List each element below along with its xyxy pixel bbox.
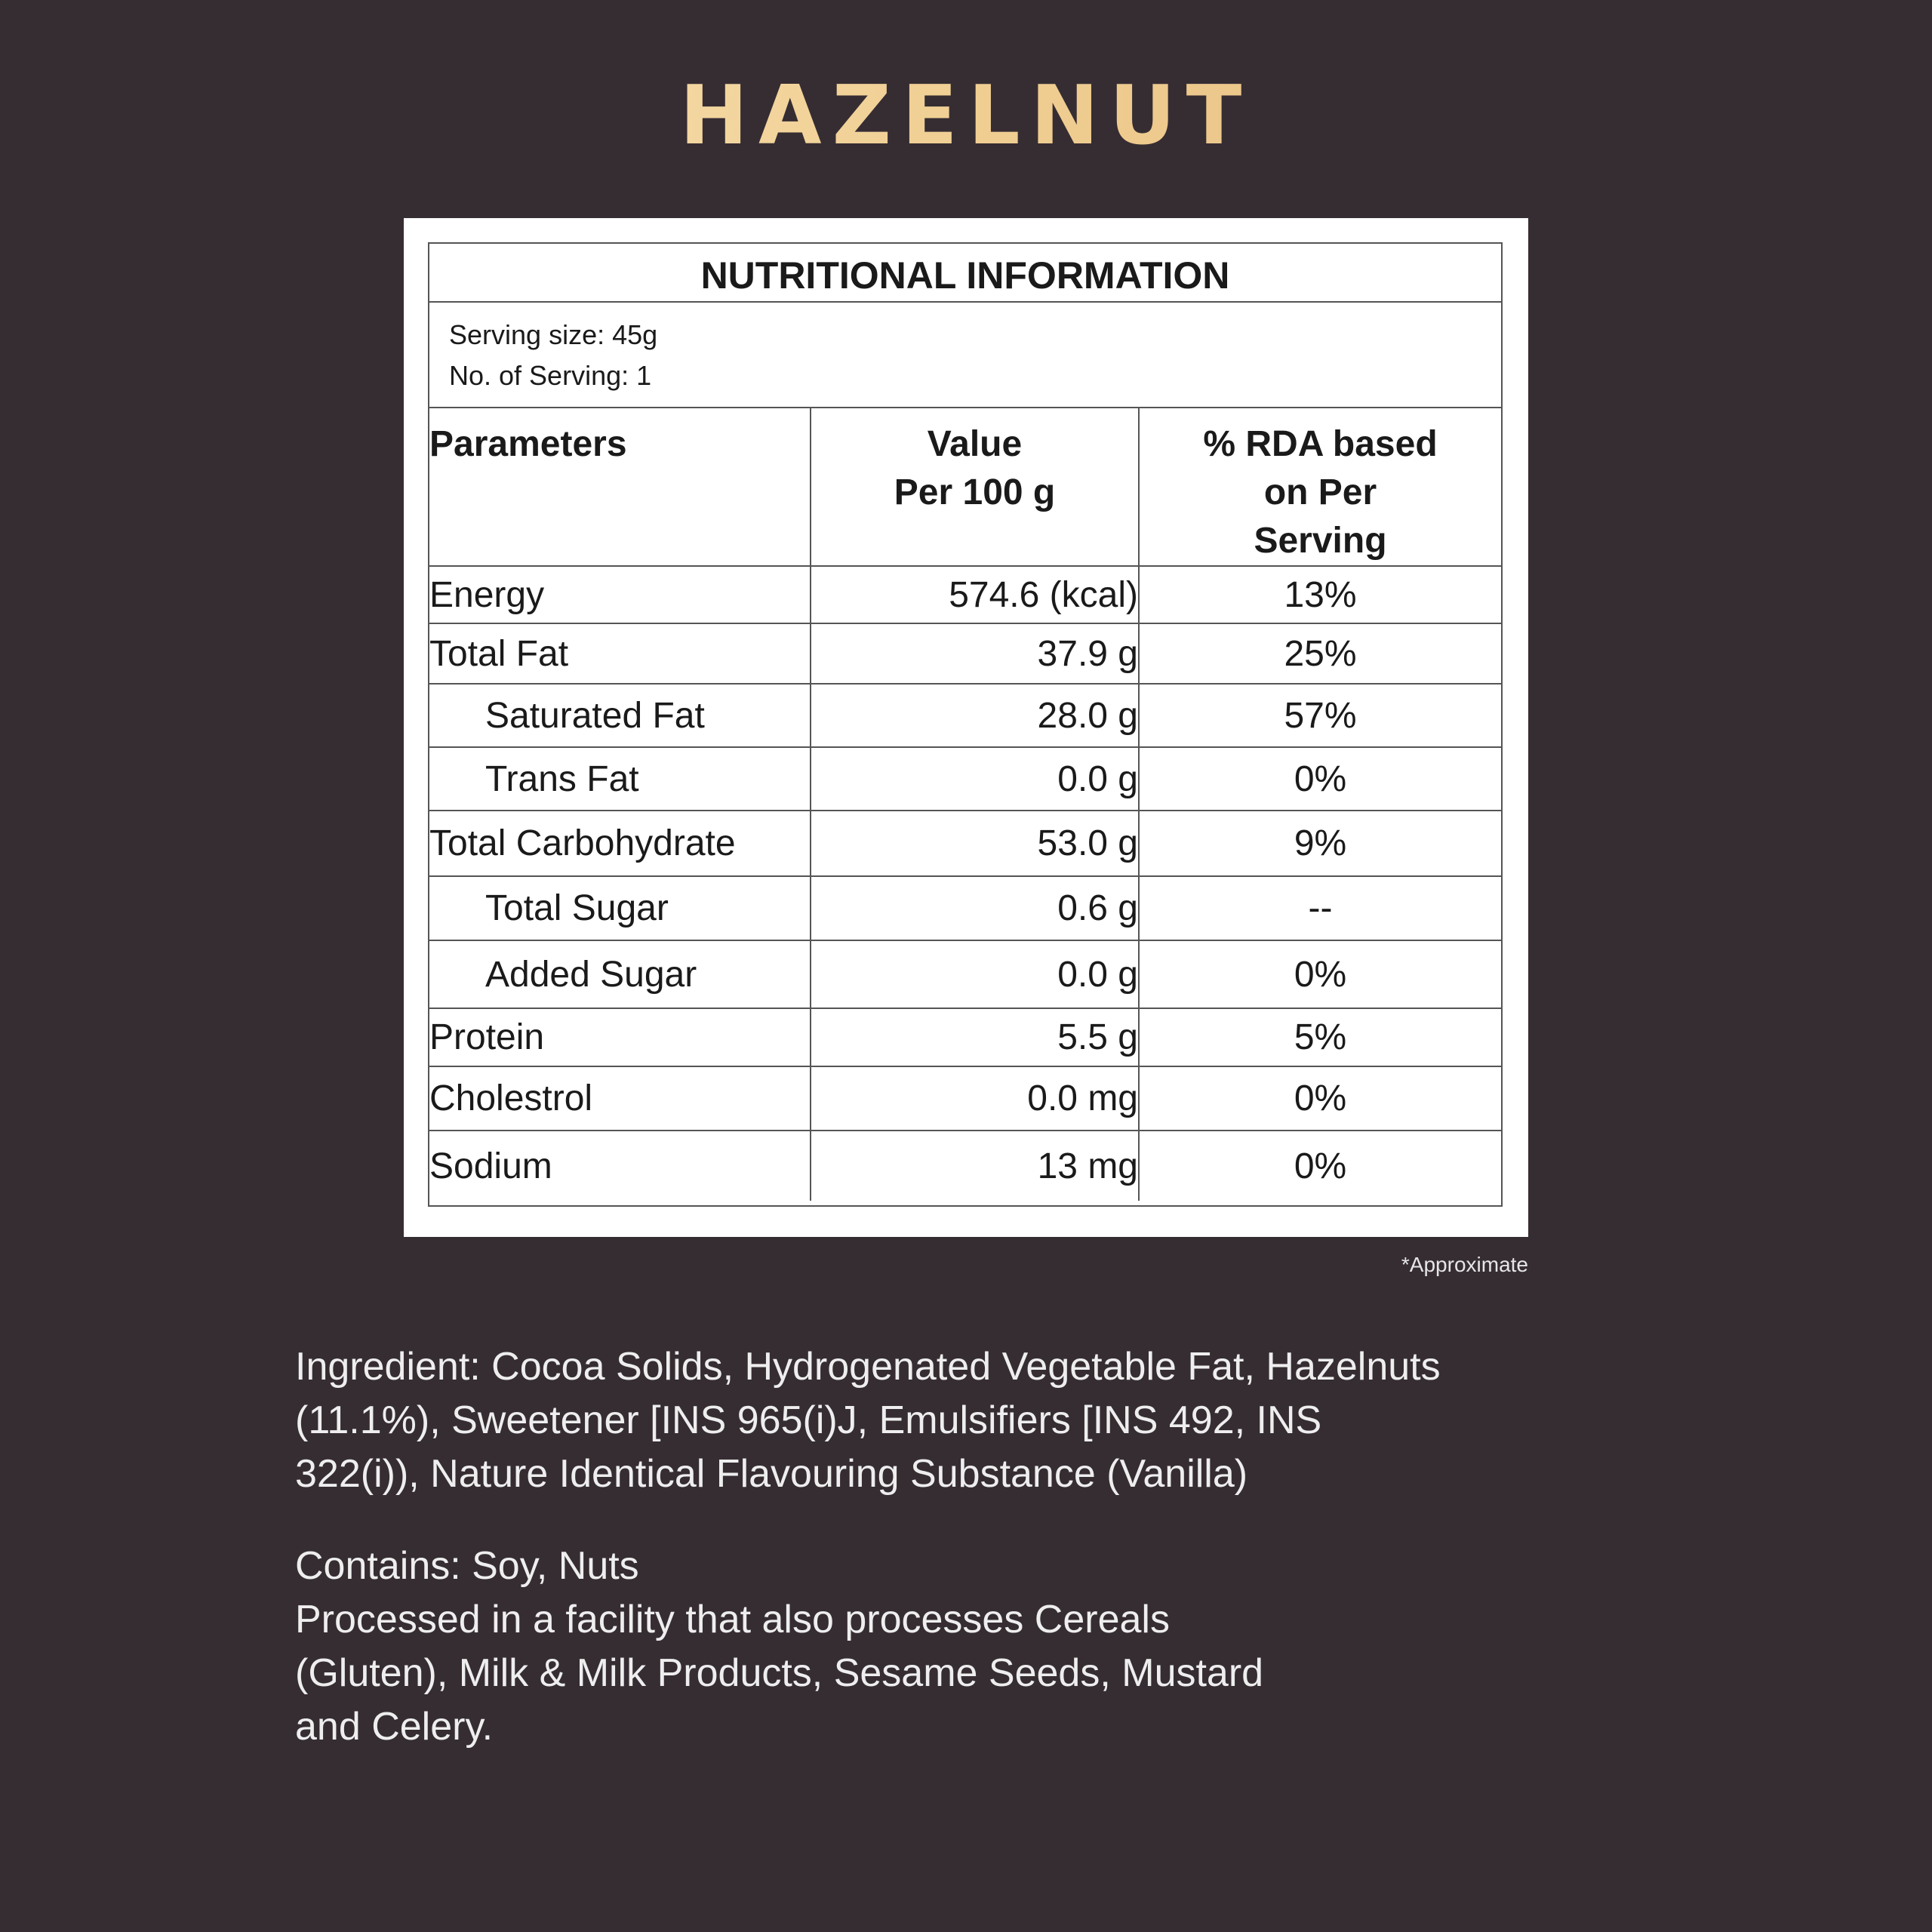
table-header-row <box>429 408 1501 566</box>
serving-info <box>429 303 1501 408</box>
header-value-line: Value <box>927 424 1023 464</box>
header-rda-line: % RDA based <box>1203 424 1438 464</box>
row-value: 13 mg <box>811 1131 1139 1201</box>
serving-size: Serving size: 45g <box>449 319 658 350</box>
row-parameter: Trans Fat <box>429 747 811 811</box>
approximate-footnote: *Approximate <box>1401 1253 1528 1276</box>
table-row <box>429 684 1501 747</box>
row-rda: 0% <box>1139 1131 1501 1201</box>
table-row <box>429 940 1501 1008</box>
table-row <box>429 566 1501 623</box>
row-parameter: Total Sugar <box>429 876 811 940</box>
row-rda: 57% <box>1139 684 1501 747</box>
serving-count: No. of Serving: 1 <box>449 360 652 391</box>
row-parameter: Added Sugar <box>429 940 811 1008</box>
allergen-line: (Gluten), Milk & Milk Products, Sesame Seeds, Mustard <box>295 1651 1264 1695</box>
row-rda: 0% <box>1139 747 1501 811</box>
product-title: HAZELNUT <box>0 75 1932 157</box>
table-row <box>429 811 1501 876</box>
ingredients-line: 322(i)), Nature Identical Flavouring Substance (Vanilla) <box>295 1452 1248 1496</box>
ingredients-text <box>295 1340 1533 1501</box>
table-row <box>429 1008 1501 1066</box>
ingredients-line: (11.1%), Sweetener [INS 965(i)J, Emulsifiers [INS 492, INS <box>295 1398 1322 1442</box>
row-value: 37.9 g <box>811 623 1139 684</box>
row-rda: -- <box>1139 876 1501 940</box>
allergen-line: Contains: Soy, Nuts <box>295 1544 639 1588</box>
row-parameter: Protein <box>429 1008 811 1066</box>
nutrition-card <box>404 218 1528 1237</box>
table-row <box>429 1131 1501 1201</box>
row-value: 0.6 g <box>811 876 1139 940</box>
row-parameter: Total Carbohydrate <box>429 811 811 876</box>
row-rda: 5% <box>1139 1008 1501 1066</box>
row-value: 574.6 (kcal) <box>811 566 1139 623</box>
row-parameter: Cholestrol <box>429 1066 811 1131</box>
row-value: 0.0 g <box>811 747 1139 811</box>
nutrition-panel <box>428 242 1503 1207</box>
row-value: 0.0 g <box>811 940 1139 1008</box>
table-row <box>429 1066 1501 1131</box>
header-value-line: Per 100 g <box>894 472 1056 512</box>
nutrition-heading: NUTRITIONAL INFORMATION <box>429 244 1501 303</box>
nutrition-table <box>429 408 1501 1201</box>
table-row <box>429 747 1501 811</box>
allergen-line: Processed in a facility that also processes Cereals <box>295 1598 1170 1641</box>
header-value <box>811 408 1139 566</box>
row-parameter: Total Fat <box>429 623 811 684</box>
header-parameters <box>429 408 811 566</box>
ingredients-line: Ingredient: Cocoa Solids, Hydrogenated Vegetable Fat, Hazelnuts <box>295 1345 1441 1389</box>
table-row <box>429 623 1501 684</box>
allergen-text <box>295 1540 1533 1754</box>
row-value: 5.5 g <box>811 1008 1139 1066</box>
row-rda: 25% <box>1139 623 1501 684</box>
allergen-line: and Celery. <box>295 1705 494 1749</box>
header-rda-line: on Per <box>1263 472 1377 512</box>
row-value: 0.0 mg <box>811 1066 1139 1131</box>
row-rda: 13% <box>1139 566 1501 623</box>
header-parameters-label: Parameters <box>429 424 627 464</box>
row-value: 28.0 g <box>811 684 1139 747</box>
row-parameter: Sodium <box>429 1131 811 1201</box>
header-rda <box>1139 408 1501 566</box>
row-rda: 0% <box>1139 940 1501 1008</box>
row-rda: 9% <box>1139 811 1501 876</box>
row-value: 53.0 g <box>811 811 1139 876</box>
header-rda-line: Serving <box>1254 521 1387 561</box>
table-row <box>429 876 1501 940</box>
row-parameter: Energy <box>429 566 811 623</box>
row-rda: 0% <box>1139 1066 1501 1131</box>
row-parameter: Saturated Fat <box>429 684 811 747</box>
